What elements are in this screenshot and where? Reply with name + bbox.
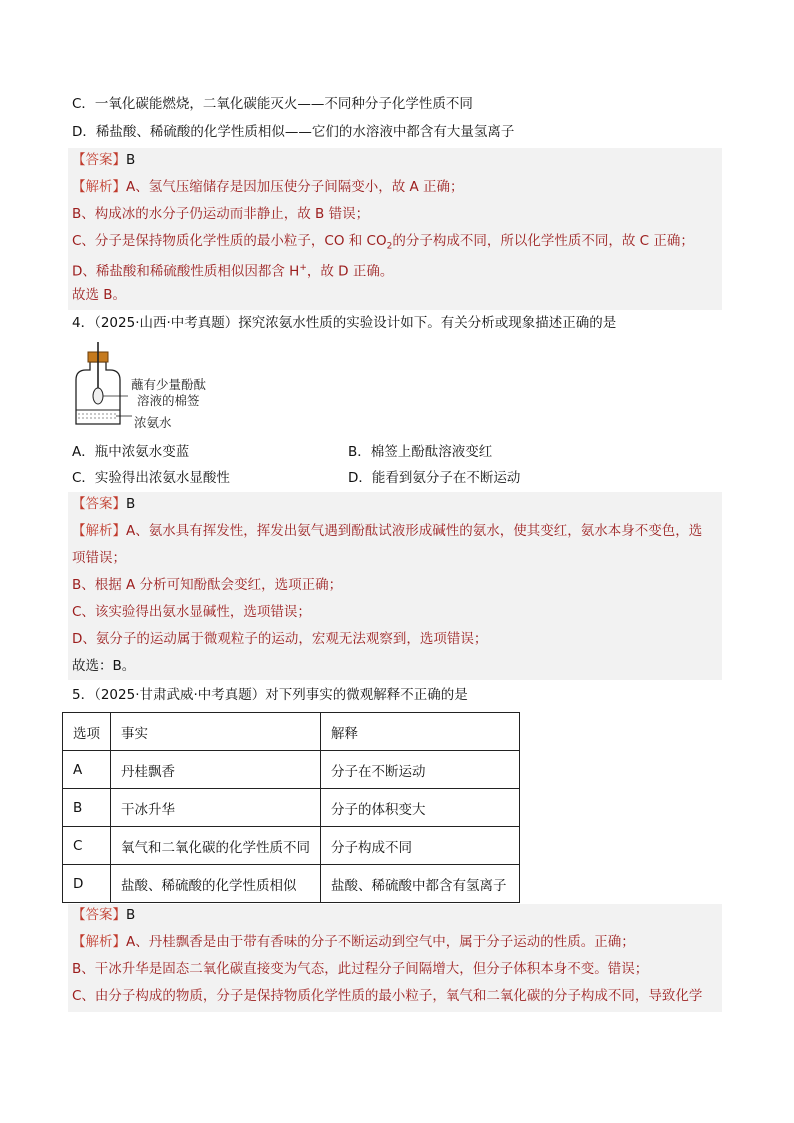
q4-answer-tag: 【答案】 xyxy=(72,496,126,512)
figure-label-swab-1: 蘸有少量酚酞 xyxy=(131,377,207,392)
q4-analysis-a2: 项错误； xyxy=(72,550,126,566)
q4-analysis-c: C、该实验得出氨水显碱性，选项错误； xyxy=(72,604,311,620)
q4-answer-line xyxy=(72,494,135,514)
table-row xyxy=(63,789,520,827)
analysis-text: A、氢气压缩储存是因加压使分子间隔变小，故 A 正确； xyxy=(126,179,464,195)
q5-answer-tag: 【答案】 xyxy=(72,907,126,923)
table-cell: C xyxy=(63,827,111,865)
q5-analysis-a xyxy=(72,932,635,952)
table-row xyxy=(63,827,520,865)
option-d: D．稀盐酸、稀硫酸的化学性质相似——它们的水溶液中都含有大量氢离子 xyxy=(72,124,515,140)
table-row xyxy=(63,865,520,903)
answer-block xyxy=(68,148,722,310)
table-cell: 分子的体积变大 xyxy=(321,789,520,827)
q5-answer-line xyxy=(72,905,135,925)
figure-label-swab-2: 溶液的棉签 xyxy=(137,393,200,408)
analysis-c-pre: C、分子是保持物质化学性质的最小粒子，CO 和 CO xyxy=(72,233,387,249)
table-cell: 干冰升华 xyxy=(111,789,321,827)
analysis-line-d xyxy=(72,258,393,282)
table-cell: 丹桂飘香 xyxy=(111,751,321,789)
table-header: 选项 xyxy=(63,713,111,751)
table-cell: A xyxy=(63,751,111,789)
answer-line xyxy=(72,150,135,170)
q4-conclusion: 故选：B。 xyxy=(72,658,136,674)
conclusion: 故选 B。 xyxy=(72,287,127,303)
table-header: 解释 xyxy=(321,713,520,751)
q4-analysis-d: D、氨分子的运动属于微观粒子的运动，宏观无法观察到，选项错误； xyxy=(72,631,488,647)
q4-option-d: D．能看到氨分子在不断运动 xyxy=(348,470,521,486)
table-cell: 盐酸、稀硫酸的化学性质相似 xyxy=(111,865,321,903)
analysis-c-sub: 2 xyxy=(386,241,393,252)
table-header-row xyxy=(63,713,520,751)
table-cell: 氧气和二氧化碳的化学性质不同 xyxy=(111,827,321,865)
analysis-d-post: ，故 D 正确。 xyxy=(306,263,394,280)
q4-analysis-tag: 【解析】 xyxy=(72,523,126,539)
figure-label-ammonia: 浓氨水 xyxy=(134,415,172,430)
q4-option-b: B．棉签上酚酞溶液变红 xyxy=(348,444,493,460)
table-cell: D xyxy=(63,865,111,903)
analysis-d-sup: + xyxy=(299,263,307,273)
table-cell: 盐酸、稀硫酸中都含有氢离子 xyxy=(321,865,520,903)
q4-option-a: A．瓶中浓氨水变蓝 xyxy=(72,444,190,460)
q5-analysis-tag: 【解析】 xyxy=(72,934,126,950)
q5-answer-value: B xyxy=(126,907,136,923)
answer-tag: 【答案】 xyxy=(72,152,126,168)
q4-analysis-text: A、氨水具有挥发性，挥发出氨气遇到酚酞试液形成碱性的氨水，使其变红，氨水本身不变色，选 xyxy=(126,523,703,539)
q4-analysis-a1 xyxy=(72,521,702,541)
table-cell: B xyxy=(63,789,111,827)
answer-value: B xyxy=(126,152,136,168)
analysis-line-a xyxy=(72,177,464,197)
q5-analysis-b: B、干冰升华是固态二氧化碳直接变为气态，此过程分子间隔增大，但分子体积本身不变。错误； xyxy=(72,961,649,977)
table-cell: 分子构成不同 xyxy=(321,827,520,865)
analysis-tag: 【解析】 xyxy=(72,179,126,195)
q5-analysis-c: C、由分子构成的物质，分子是保持物质化学性质的最小粒子，氧气和二氧化碳的分子构成不同，导致化学 xyxy=(72,988,703,1004)
analysis-line-c xyxy=(72,231,694,257)
table-row xyxy=(63,751,520,789)
analysis-c-post: 的分子构成不同，所以化学性质不同，故 C 正确； xyxy=(392,233,694,249)
facts-table xyxy=(62,712,520,903)
q5-stem: 5．（2025·甘肃武威·中考真题）对下列事实的微观解释不正确的是 xyxy=(72,687,468,703)
analysis-d-pre: D、稀盐酸和稀硫酸性质相似因都含 H xyxy=(72,263,300,280)
option-c: C．一氧化碳能燃烧，二氧化碳能灭火——不同种分子化学性质不同 xyxy=(72,96,473,112)
table-cell: 分子在不断运动 xyxy=(321,751,520,789)
q4-analysis-b: B、根据 A 分析可知酚酞会变红，选项正确； xyxy=(72,577,343,593)
q4-answer-value: B xyxy=(126,496,136,512)
analysis-line-b: B、构成冰的水分子仍运动而非静止，故 B 错误； xyxy=(72,206,370,222)
q5-analysis-text: A、丹桂飘香是由于带有香味的分子不断运动到空气中，属于分子运动的性质。正确； xyxy=(126,934,635,950)
q4-option-c: C．实验得出浓氨水显酸性 xyxy=(72,470,230,486)
q4-stem: 4．（2025·山西·中考真题）探究浓氨水性质的实验设计如下。有关分析或现象描述正确的是 xyxy=(72,315,617,331)
table-header: 事实 xyxy=(111,713,321,751)
